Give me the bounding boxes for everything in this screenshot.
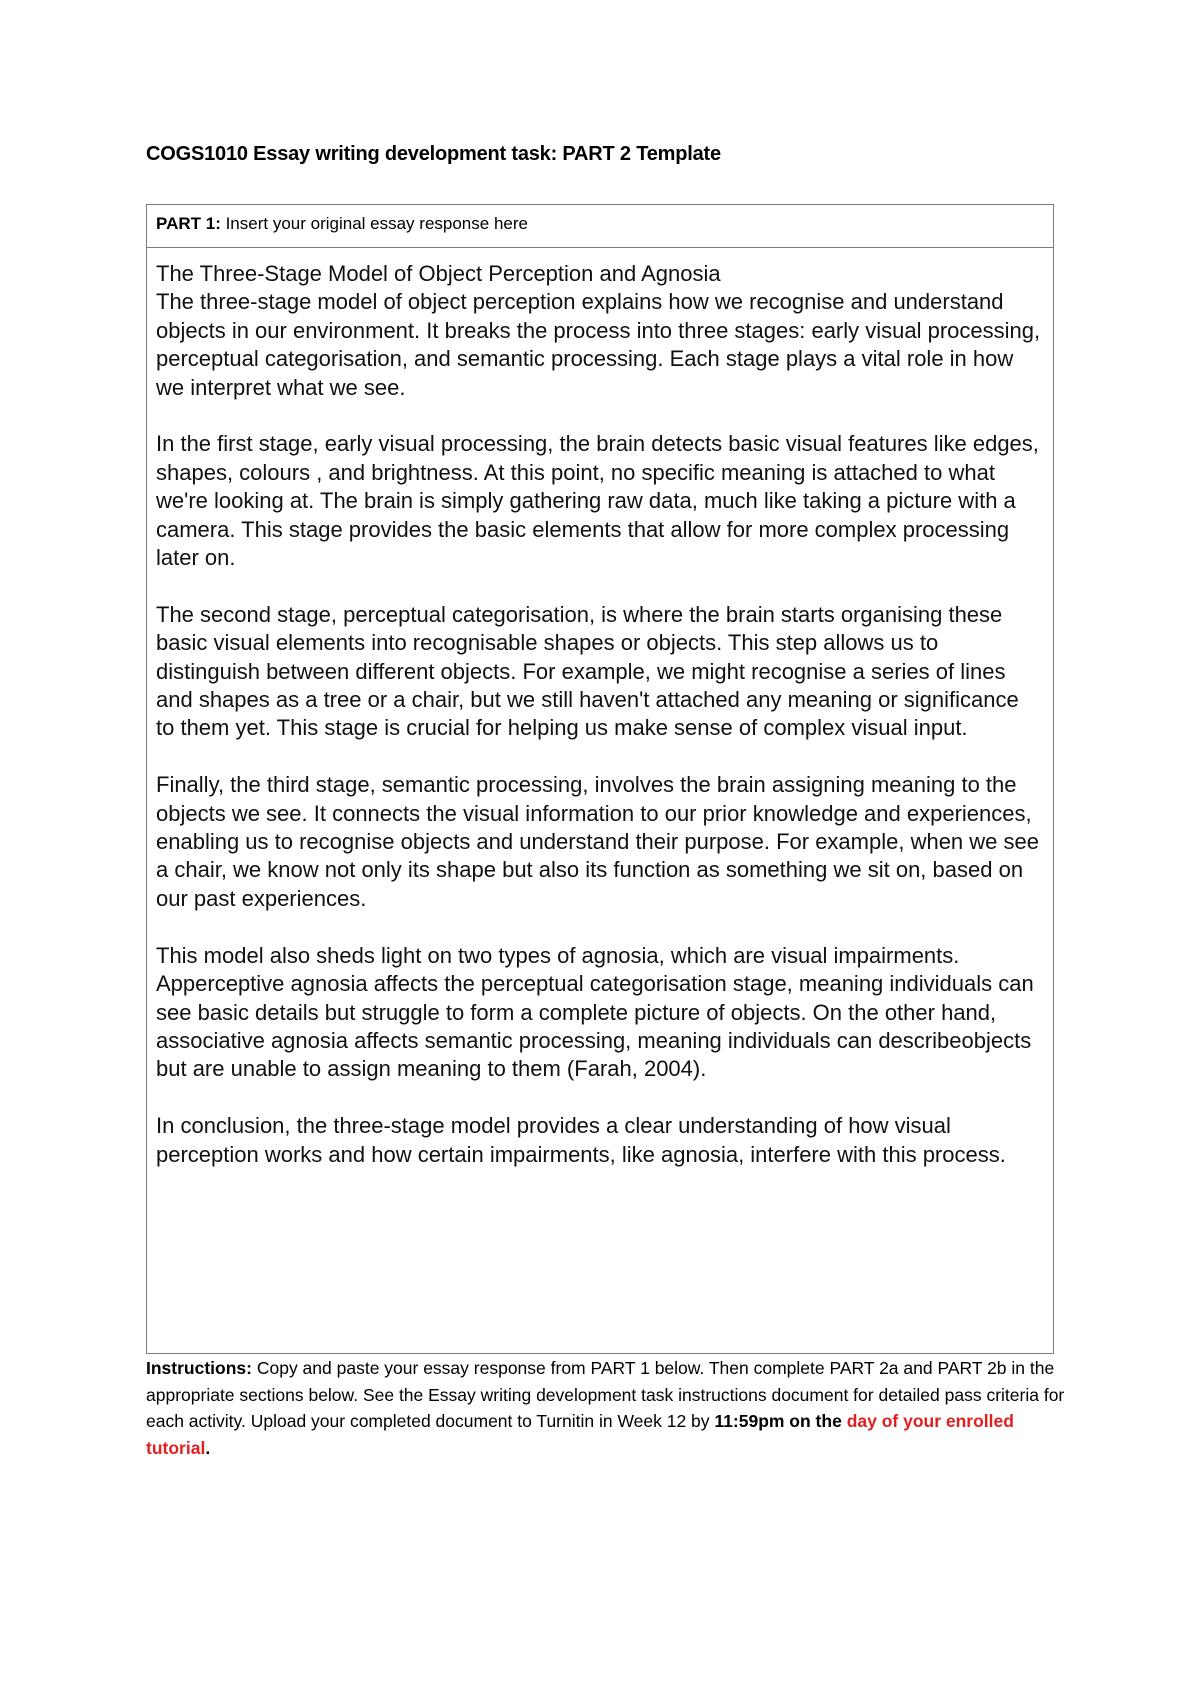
essay-paragraph-5: This model also sheds light on two types of agnosia, which are visual impairments. Apperceptive agnosia affects the perceptual categorisation stage, meaning individuals can see basic details but struggle to form a complete picture of objects. On the other hand, associative agnosia affects semantic processing, meaning individuals can describeobjects but are unable to assign meaning to them (Farah, 2004). [156,942,1034,1082]
instructions-text: Copy and paste your essay response from PART 1 below. Then complete PART 2a and PART 2b in the appropriate sections below. See the Essay writing development task instructions document for detailed pass criteria for each activity. Upload your completed document to Turnitin in Week 12 by [146,1358,1065,1431]
document-title: COGS1010 Essay writing development task: PART 2 Template [146,143,721,165]
essay-title: The Three-Stage Model of Object Perception and Agnosia [156,261,721,286]
part1-prompt: Insert your original essay response here [220,214,528,233]
instructions-label: Instructions: [146,1358,252,1378]
instructions-deadline: 11:59pm on the [714,1411,842,1431]
instructions [146,1355,1066,1461]
essay-paragraph-1: The three-stage model of object perception explains how we recognise and understand objects in our environment. It breaks the process into three stages: early visual processing, perceptual categorisation, and semantic processing. Each stage plays a vital role in how we interpret what we see. [156,289,1041,400]
essay-paragraph-6: In conclusion, the three-stage model provides a clear understanding of how visual perception works and how certain impairments, like agnosia, interfere with this process. [156,1113,1006,1167]
essay-response [147,248,1053,1169]
essay-paragraph-3: The second stage, perceptual categorisation, is where the brain starts organising these basic visual elements into recognisable shapes or objects. This step allows us to distinguish between different objects. For example, we might recognise a series of lines and shapes as a tree or a chair, but we still haven't attached any meaning or significance to them yet. This stage is crucial for helping us make sense of complex visual input. [156,601,1019,741]
instructions-highlight: day of your enrolled tutorial [146,1411,1014,1458]
part1-header [147,205,1053,248]
instructions-end: . [205,1437,211,1458]
essay-paragraph-4: Finally, the third stage, semantic processing, involves the brain assigning meaning to the objects we see. It connects the visual information to our prior knowledge and experiences, enabling us to recognise objects and understand their purpose. For example, when we see a chair, we know not only its shape but also its function as something we sit on, based on our past experiences. [156,772,1039,911]
part1-label: PART 1: [156,214,221,233]
essay-paragraph-2: In the first stage, early visual processing, the brain detects basic visual features like edges, shapes, colours , and brightness. At this point, no specific meaning is attached to what we're looking at. The brain is simply gathering raw data, much like taking a picture with a camera. This stage provides the basic elements that allow for more complex processing later on. [156,431,1039,571]
part1-box [146,204,1054,1354]
